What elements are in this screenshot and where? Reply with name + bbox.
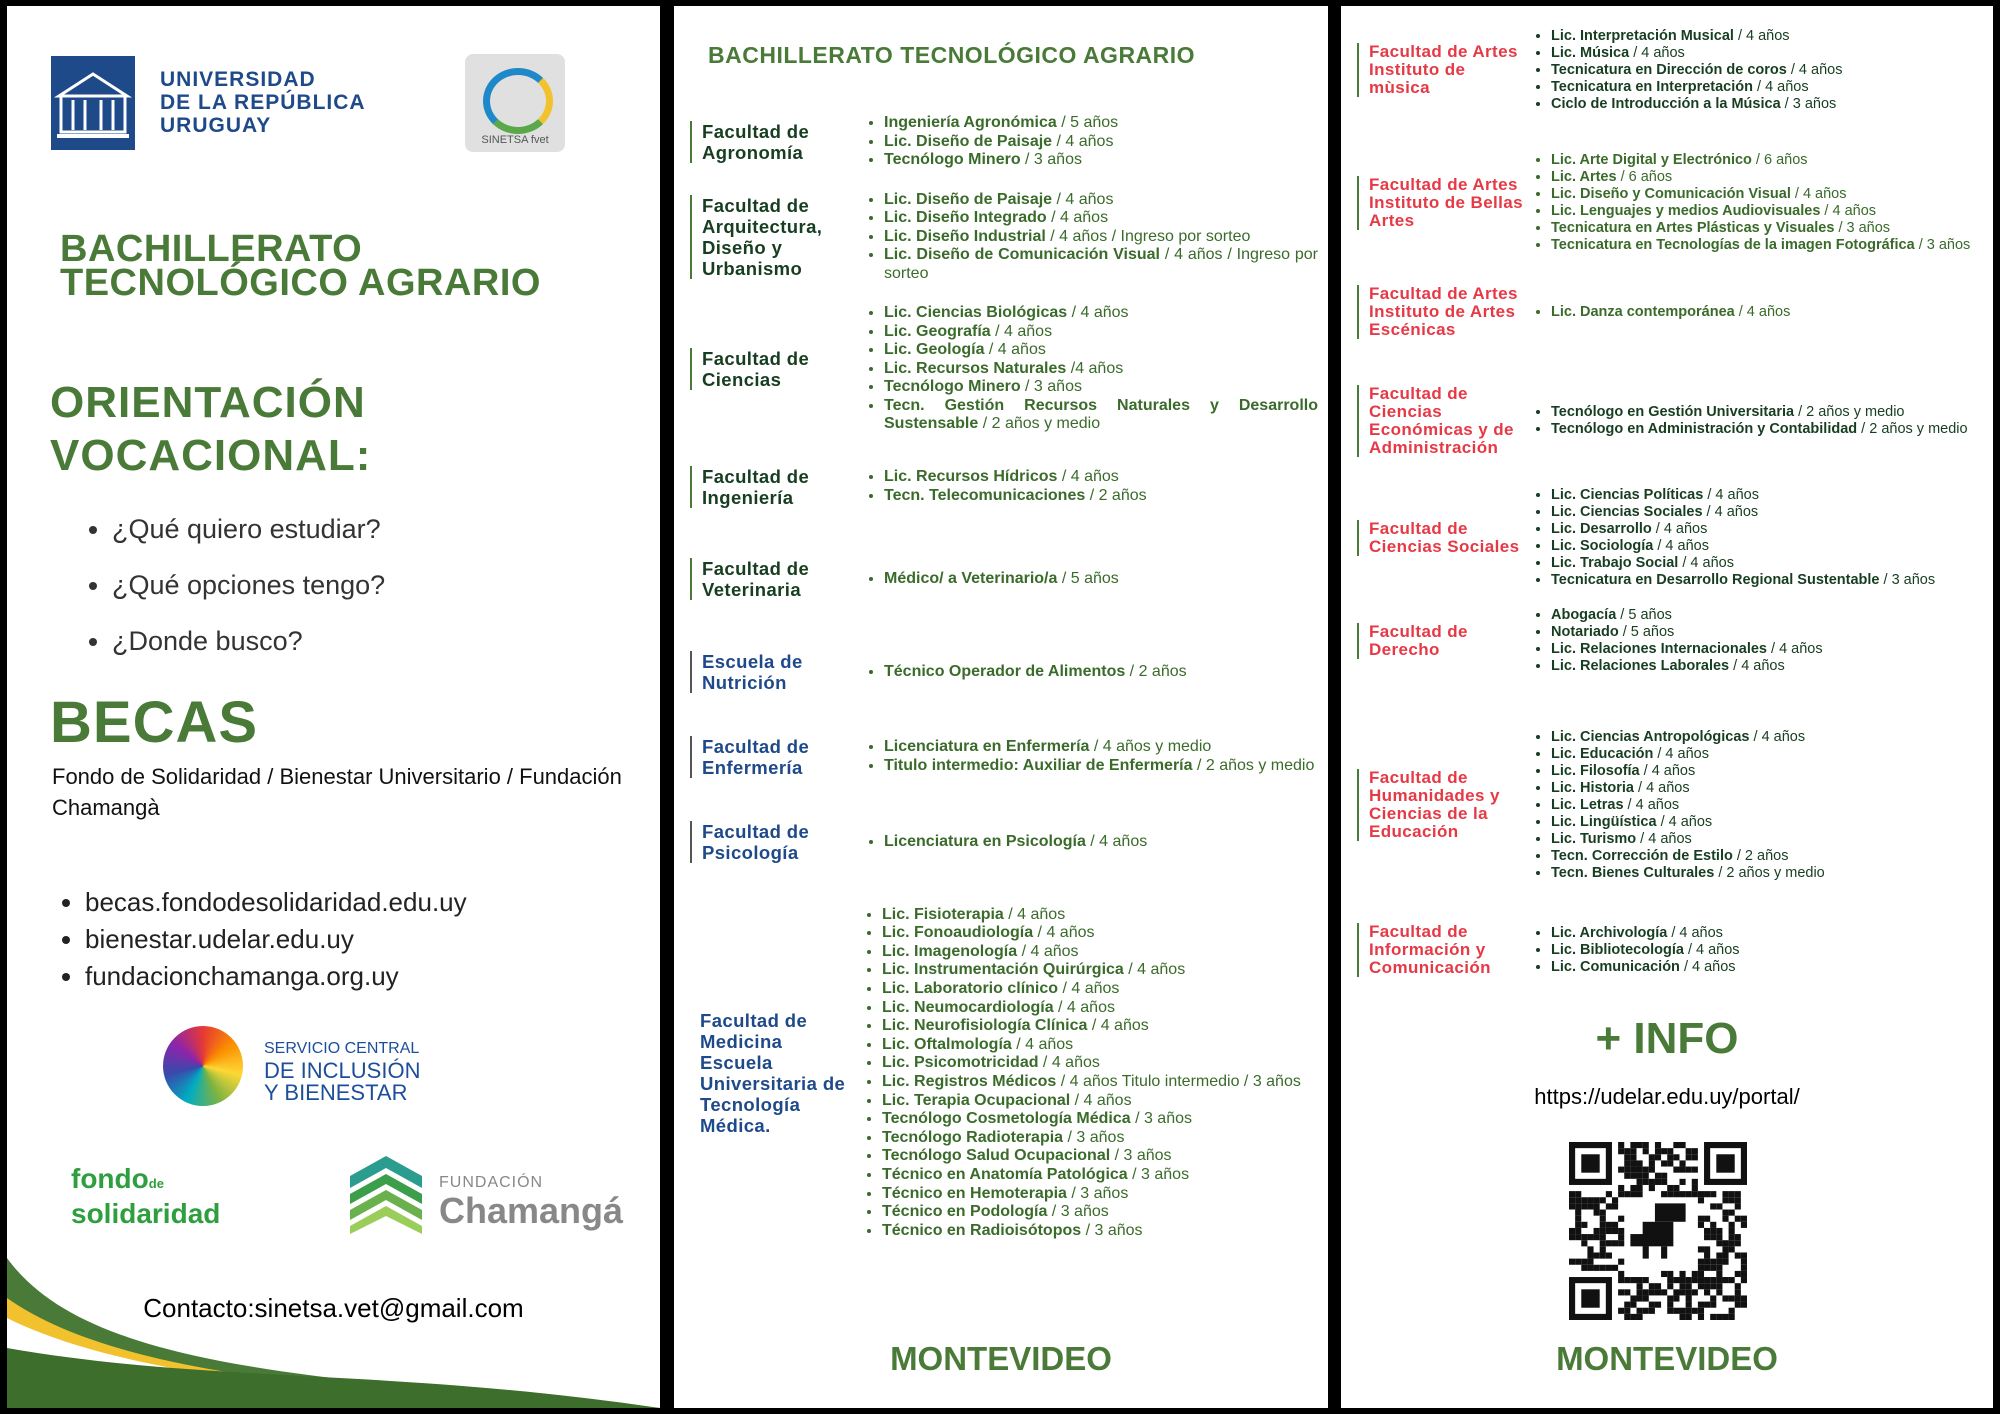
career-item: • Lic. Diseño de Paisaje / 4 años xyxy=(884,191,1318,210)
career-item: • Lic. Turismo / 4 años xyxy=(1551,831,1985,848)
website-link[interactable]: • becas.fondodesolidaridad.edu.uy xyxy=(85,884,467,921)
career-item: • Lic. Bibliotecología / 4 años xyxy=(1551,942,1985,959)
career-item: • Lic. Recursos Hídricos / 4 años xyxy=(884,468,1318,487)
career-item: • Lic. Laboratorio clínico / 4 años xyxy=(882,980,1318,999)
portal-link[interactable]: https://udelar.edu.uy/portal/ xyxy=(1534,1084,1800,1109)
faculty-row xyxy=(690,812,1318,872)
career-item: • Técnico en Podología / 3 años xyxy=(882,1203,1318,1222)
career-item: • Tecnólogo Radioterapia / 3 años xyxy=(882,1129,1318,1148)
career-item: • Lic. Neurofisiología Clínica / 4 años xyxy=(882,1017,1318,1036)
university-name: UNIVERSIDAD DE LA REPÚBLICA URUGUAY xyxy=(160,68,366,137)
sinetsa-ring-icon xyxy=(483,68,553,134)
career-list xyxy=(1529,729,1985,882)
panel-right xyxy=(1341,6,1993,1408)
career-item: • Lic. Ciencias Políticas / 4 años xyxy=(1551,487,1985,504)
faculty-name: Facultad de Ingeniería xyxy=(690,466,862,508)
faculty-name: Facultad de Artes Instituto de mùsica xyxy=(1357,43,1529,97)
websites-list xyxy=(47,884,467,995)
faculty-row xyxy=(690,296,1318,442)
faculty-name: Facultad de Artes Instituto de Artes Escénicas xyxy=(1357,285,1529,339)
career-list xyxy=(1529,925,1985,976)
faculty-row xyxy=(690,894,1318,1252)
career-item: • Tecnólogo en Gestión Universitaria / 2 años y medio xyxy=(1551,404,1985,421)
career-list xyxy=(1529,152,1985,254)
chamanga-mark-icon xyxy=(346,1152,426,1236)
career-item: • Tecnicatura en Artes Plásticas y Visuales / 3 años xyxy=(1551,220,1985,237)
question-item: • ¿Qué quiero estudiar? xyxy=(112,501,385,557)
faculty-row xyxy=(1357,138,1985,268)
faculty-row xyxy=(690,454,1318,520)
career-item: • Tecnicatura en Desarrollo Regional Sustentable / 3 años xyxy=(1551,572,1985,589)
faculty-row xyxy=(1357,272,1985,352)
career-item: • Técnico en Hemoterapia / 3 años xyxy=(882,1185,1318,1204)
career-item: • Lic. Geografía / 4 años xyxy=(884,323,1318,342)
career-item: • Tecn. Telecomunicaciones / 2 años xyxy=(884,487,1318,506)
career-item: • Lic. Arte Digital y Electrónico / 6 años xyxy=(1551,152,1985,169)
career-item: • Lic. Geología / 4 años xyxy=(884,341,1318,360)
career-list xyxy=(1529,304,1985,321)
career-list xyxy=(860,906,1318,1241)
website-link[interactable]: • bienestar.udelar.edu.uy xyxy=(85,921,467,958)
career-item: • Lic. Neumocardiología / 4 años xyxy=(882,999,1318,1018)
udelar-building-icon xyxy=(51,56,135,150)
career-list xyxy=(1529,487,1985,589)
questions-list xyxy=(57,501,385,669)
faculty-name: Facultad de Psicología xyxy=(690,821,862,863)
career-list xyxy=(1529,404,1985,438)
faculty-name: Facultad de Enfermería xyxy=(690,736,862,778)
career-item: • Lic. Desarrollo / 4 años xyxy=(1551,521,1985,538)
career-item: • Técnico Operador de Alimentos / 2 años xyxy=(884,663,1318,682)
career-item: • Lic. Artes / 6 años xyxy=(1551,169,1985,186)
panel-middle xyxy=(674,6,1328,1408)
question-item: • ¿Qué opciones tengo? xyxy=(112,557,385,613)
career-item: • Lic. Diseño de Comunicación Visual / 4 años / Ingreso por sorteo xyxy=(884,246,1318,283)
career-item: • Tecnólogo Cosmetología Médica / 3 años xyxy=(882,1110,1318,1129)
career-list xyxy=(1529,28,1985,113)
career-item: • Ciclo de Introducción a la Música / 3 años xyxy=(1551,96,1985,113)
career-item: • Lic. Diseño y Comunicación Visual / 4 años xyxy=(1551,186,1985,203)
career-item: • Lic. Relaciones Internacionales / 4 años xyxy=(1551,641,1985,658)
career-list xyxy=(862,663,1318,682)
career-item: • Lic. Diseño Integrado / 4 años xyxy=(884,209,1318,228)
career-item: • Tecnólogo Minero / 3 años xyxy=(884,151,1318,170)
faculty-name: Facultad de Arquitectura, Diseño y Urbanismo xyxy=(690,195,862,279)
career-item: • Tecnólogo Salud Ocupacional / 3 años xyxy=(882,1147,1318,1166)
career-item: • Lic. Fonoaudiología / 4 años xyxy=(882,924,1318,943)
faculty-name: Facultad de Medicina Escuela Universitaria de Tecnología Médica. xyxy=(700,1010,846,1136)
faculty-name: Facultad de Artes Instituto de Bellas Artes xyxy=(1357,176,1529,230)
career-item: • Tecnicatura en Interpretación / 4 años xyxy=(1551,79,1985,96)
career-item: • Lic. Relaciones Laborales / 4 años xyxy=(1551,658,1985,675)
faculty-row xyxy=(690,110,1318,174)
career-item: • Lic. Imagenología / 4 años xyxy=(882,943,1318,962)
faculty-row xyxy=(690,182,1318,292)
career-list xyxy=(862,114,1318,170)
faculty-row xyxy=(1357,720,1985,890)
career-item: • Tecnicatura en Dirección de coros / 4 años xyxy=(1551,62,1985,79)
career-item: • Licenciatura en Psicología / 4 años xyxy=(884,833,1318,852)
career-list xyxy=(862,570,1318,589)
career-item: • Lic. Educación / 4 años xyxy=(1551,746,1985,763)
becas-title: BECAS xyxy=(50,690,259,755)
faculty-name: Escuela de Nutrición xyxy=(690,651,862,693)
career-item: • Tecn. Gestión Recursos Naturales y Desarrollo Sustensable / 2 años y medio xyxy=(884,397,1318,434)
career-list xyxy=(862,738,1318,775)
career-item: • Tecn. Corrección de Estilo / 2 años xyxy=(1551,848,1985,865)
orientacion-title: ORIENTACIÓN VOCACIONAL: xyxy=(50,378,372,480)
career-item: • Tecn. Bienes Culturales / 2 años y medio xyxy=(1551,865,1985,882)
career-item: • Lic. Danza contemporánea / 4 años xyxy=(1551,304,1985,321)
career-item: • Tecnólogo en Administración y Contabilidad / 2 años y medio xyxy=(1551,421,1985,438)
career-item: • Técnico en Radioisótopos / 3 años xyxy=(882,1222,1318,1241)
becas-subtitle: Fondo de Solidaridad / Bienestar Universitario / Fundación Chamangà xyxy=(52,764,622,820)
contact-email[interactable]: Contacto:sinetsa.vet@gmail.com xyxy=(143,1293,524,1323)
qr-code[interactable] xyxy=(1569,1142,1747,1320)
sinetsa-logo: SINETSA fvet xyxy=(465,54,565,152)
career-item: • Lic. Lenguajes y medios Audiovisuales / 4 años xyxy=(1551,203,1985,220)
more-info-heading: + INFO xyxy=(1595,1014,1739,1063)
career-item: • Lic. Recursos Naturales /4 años xyxy=(884,360,1318,379)
career-item: • Tecnicatura en Tecnologías de la imagen Fotográfica / 3 años xyxy=(1551,237,1985,254)
faculty-row xyxy=(1357,484,1985,592)
career-list xyxy=(862,468,1318,505)
career-item: • Médico/ a Veterinario/a / 5 años xyxy=(884,570,1318,589)
career-item: • Lic. Diseño de Paisaje / 4 años xyxy=(884,133,1318,152)
career-list xyxy=(862,191,1318,284)
montevideo-label: MONTEVIDEO xyxy=(1556,1340,1778,1377)
career-item: • Lic. Psicomotricidad / 4 años xyxy=(882,1054,1318,1073)
faculty-name: Facultad de Veterinaria xyxy=(690,558,862,600)
career-item: • Lic. Oftalmología / 4 años xyxy=(882,1036,1318,1055)
career-item: • Lic. Ciencias Sociales / 4 años xyxy=(1551,504,1985,521)
career-item: • Lic. Diseño Industrial / 4 años / Ingreso por sorteo xyxy=(884,228,1318,247)
career-item: • Abogacía / 5 años xyxy=(1551,607,1985,624)
faculty-name: Facultad de Ciencias Económicas y de Administración xyxy=(1357,385,1529,457)
career-item: • Lic. Fisioterapia / 4 años xyxy=(882,906,1318,925)
career-item: • Notariado / 5 años xyxy=(1551,624,1985,641)
faculty-name: Facultad de Ciencias xyxy=(690,348,862,390)
career-item: • Ingeniería Agronómica / 5 años xyxy=(884,114,1318,133)
bachillerato-title: BACHILLERATO TECNOLÓGICO AGRARIO xyxy=(60,228,541,304)
career-list xyxy=(862,304,1318,434)
faculty-name: Facultad de Agronomía xyxy=(690,121,862,163)
faculty-row xyxy=(690,546,1318,612)
faculty-row xyxy=(690,644,1318,700)
faculty-name: Facultad de Información y Comunicación xyxy=(1357,923,1529,977)
panel-left xyxy=(7,6,660,1408)
faculty-row xyxy=(1357,604,1985,678)
career-item: • Lic. Lingüística / 4 años xyxy=(1551,814,1985,831)
flower-logo-icon xyxy=(163,1026,243,1106)
career-item: • Lic. Trabajo Social / 4 años xyxy=(1551,555,1985,572)
career-item: • Lic. Comunicación / 4 años xyxy=(1551,959,1985,976)
career-item: • Lic. Letras / 4 años xyxy=(1551,797,1985,814)
career-item: • Lic. Sociología / 4 años xyxy=(1551,538,1985,555)
faculty-row xyxy=(1357,372,1985,470)
career-item: • Lic. Filosofía / 4 años xyxy=(1551,763,1985,780)
career-item: • Lic. Interpretación Musical / 4 años xyxy=(1551,28,1985,45)
faculty-name: Facultad de Humanidades y Ciencias de la Educación xyxy=(1357,769,1529,841)
career-item: • Lic. Ciencias Antropológicas / 4 años xyxy=(1551,729,1985,746)
faculty-name: Facultad de Derecho xyxy=(1357,623,1529,659)
faculty-name: Facultad de Ciencias Sociales xyxy=(1357,520,1529,556)
career-item: • Lic. Terapia Ocupacional / 4 años xyxy=(882,1092,1318,1111)
career-item: • Licenciatura en Enfermería / 4 años y medio xyxy=(884,738,1318,757)
career-list xyxy=(862,833,1318,852)
career-item: • Lic. Historia / 4 años xyxy=(1551,780,1985,797)
career-item: • Lic. Ciencias Biológicas / 4 años xyxy=(884,304,1318,323)
chamanga-logo: FUNDACIÓN Chamangá xyxy=(439,1174,624,1231)
career-item: • Técnico en Anatomía Patológica / 3 años xyxy=(882,1166,1318,1185)
career-list xyxy=(1529,607,1985,675)
montevideo-label: MONTEVIDEO xyxy=(890,1340,1112,1377)
fondo-solidaridad-logo: fondode solidaridad xyxy=(71,1163,221,1229)
career-item: • Lic. Música / 4 años xyxy=(1551,45,1985,62)
panel-title: BACHILLERATO TECNOLÓGICO AGRARIO xyxy=(708,42,1196,68)
faculty-row xyxy=(1357,28,1985,112)
faculty-row xyxy=(690,726,1318,788)
career-item: • Lic. Instrumentación Quirúrgica / 4 años xyxy=(882,961,1318,980)
servicio-central-logo: SERVICIO CENTRAL DE INCLUSIÓN Y BIENESTAR xyxy=(264,1040,421,1105)
decorative-waves xyxy=(7,1258,660,1408)
question-item: • ¿Donde busco? xyxy=(112,613,385,669)
website-link[interactable]: • fundacionchamanga.org.uy xyxy=(85,958,467,995)
faculty-row xyxy=(1357,918,1985,982)
career-item: • Lic. Archivología / 4 años xyxy=(1551,925,1985,942)
career-item: • Lic. Registros Médicos / 4 años Titulo intermedio / 3 años xyxy=(882,1073,1318,1092)
career-item: • Titulo intermedio: Auxiliar de Enfermería / 2 años y medio xyxy=(884,757,1318,776)
career-item: • Tecnólogo Minero / 3 años xyxy=(884,378,1318,397)
